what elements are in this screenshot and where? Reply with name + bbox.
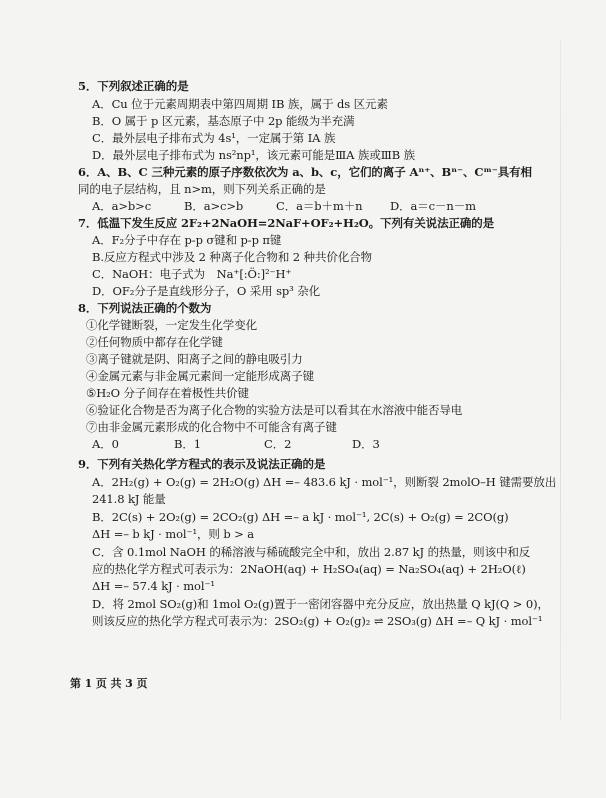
q8-statement-3: ③离子键就是阴、阳离子之间的静电吸引力 <box>86 352 303 366</box>
q7-option-d: D．OF₂分子是直线形分子，O 采用 sp³ 杂化 <box>92 284 321 298</box>
q5-option-c: C．最外层电子排布式为 4s¹，一定属于第 IA 族 <box>92 131 336 145</box>
q8-option-d: D．3 <box>352 437 380 451</box>
q6-option-a: A．a>b>c <box>92 199 152 213</box>
q8-option-c: C．2 <box>264 437 292 451</box>
q8-statement-7: ⑦由非金属元素形成的化合物中不可能含有离子键 <box>86 420 337 434</box>
q6-stem-line1: 6．A、B、C 三种元素的原子序数依次为 a、b、c，它们的离子 Aⁿ⁺、Bⁿ⁻、Cᵐ⁻具有相 <box>78 165 532 179</box>
q8-statement-2: ②任何物质中都存在化学键 <box>86 335 223 349</box>
q7-option-c <box>92 266 291 282</box>
q8-option-b: B．1 <box>174 437 201 451</box>
q7-option-c-text: C．NaOH：电子式为 <box>92 267 206 281</box>
q6-stem-line2: 同的电子层结构，且 n>m，则下列关系正确的是 <box>78 182 326 196</box>
q9-option-a-line1: A．2H₂(g) + O₂(g) = 2H₂O(g) ΔH =– 483.6 kJ · mol⁻¹，则断裂 2molO–H 键需要放出 <box>92 475 557 489</box>
q8-statement-6: ⑥验证化合物是否为离子化合物的实验方法是可以看其在水溶液中能否导电 <box>86 403 463 417</box>
q8-statement-4: ④金属元素与非金属元素间一定能形成离子键 <box>86 369 314 383</box>
page-edge-shadow <box>560 40 561 720</box>
q9-option-c-line3: ΔH =– 57.4 kJ · mol⁻¹ <box>92 579 215 593</box>
q9-option-d-line2: 则该反应的热化学方程式可表示为：2SO₂(g) + O₂(g)₂ ⇌ 2SO₃(g) ΔH =– Q kJ · mol⁻¹ <box>92 614 543 628</box>
q8-stem: 8．下列说法正确的个数为 <box>78 301 212 315</box>
q7-option-a: A．F₂分子中存在 p-p σ键和 p-p π键 <box>92 233 282 247</box>
q9-option-a-line2: 241.8 kJ 能量 <box>92 492 166 506</box>
q8-statement-5: ⑤H₂O 分子间存在着极性共价键 <box>86 386 249 400</box>
q9-option-c-line2: 应的热化学方程式可表示为：2NaOH(aq) + H₂SO₄(aq) = Na₂SO₄(aq) + 2H₂O(ℓ) <box>92 562 526 576</box>
q5-option-a: A．Cu 位于元素周期表中第四周期 IB 族，属于 ds 区元素 <box>92 97 388 111</box>
q6-option-c: C．a＝b＋m＋n <box>276 199 363 213</box>
q9-stem: 9．下列有关热化学方程式的表示及说法正确的是 <box>78 457 326 471</box>
q5-stem: 5．下列叙述正确的是 <box>78 79 189 93</box>
q9-option-d-line1: D．将 2mol SO₂(g)和 1mol O₂(g)置于一密闭容器中充分反应，放出热量 Q kJ(Q > 0)， <box>92 597 549 611</box>
q5-option-b: B．O 属于 p 区元素，基态原子中 2p 能级为半充满 <box>92 114 355 128</box>
q6-option-b: B．a>c>b <box>184 199 244 213</box>
page-footer: 第 1 页 共 3 页 <box>70 677 148 690</box>
q8-option-a: A．0 <box>92 437 119 451</box>
q7-option-b: B.反应方程式中涉及 2 种离子化合物和 2 种共价化合物 <box>92 250 372 264</box>
q9-option-c-line1: C．含 0.1mol NaOH 的稀溶液与稀硫酸完全中和，放出 2.87 kJ 的热量，则该中和反 <box>92 545 531 559</box>
q7-stem: 7．低温下发生反应 2F₂+2NaOH=2NaF+OF₂+H₂O。下列有关说法正确的是 <box>78 216 495 230</box>
q6-option-d: D．a＝c－n－m <box>390 199 476 213</box>
naoh-electron-formula: Na⁺[:Ö:]²⁻H⁺ <box>216 267 292 281</box>
q5-option-d: D．最外层电子排布式为 ns²np¹，该元素可能是ⅢA 族或ⅢB 族 <box>92 148 416 162</box>
q9-option-b-line1: B．2C(s) + 2O₂(g) = 2CO₂(g) ΔH =– a kJ · mol⁻¹, 2C(s) + O₂(g) = 2CO(g) <box>92 510 509 524</box>
q9-option-b-line2: ΔH =– b kJ · mol⁻¹，则 b > a <box>92 527 254 541</box>
q8-statement-1: ①化学键断裂，一定发生化学变化 <box>86 318 257 332</box>
